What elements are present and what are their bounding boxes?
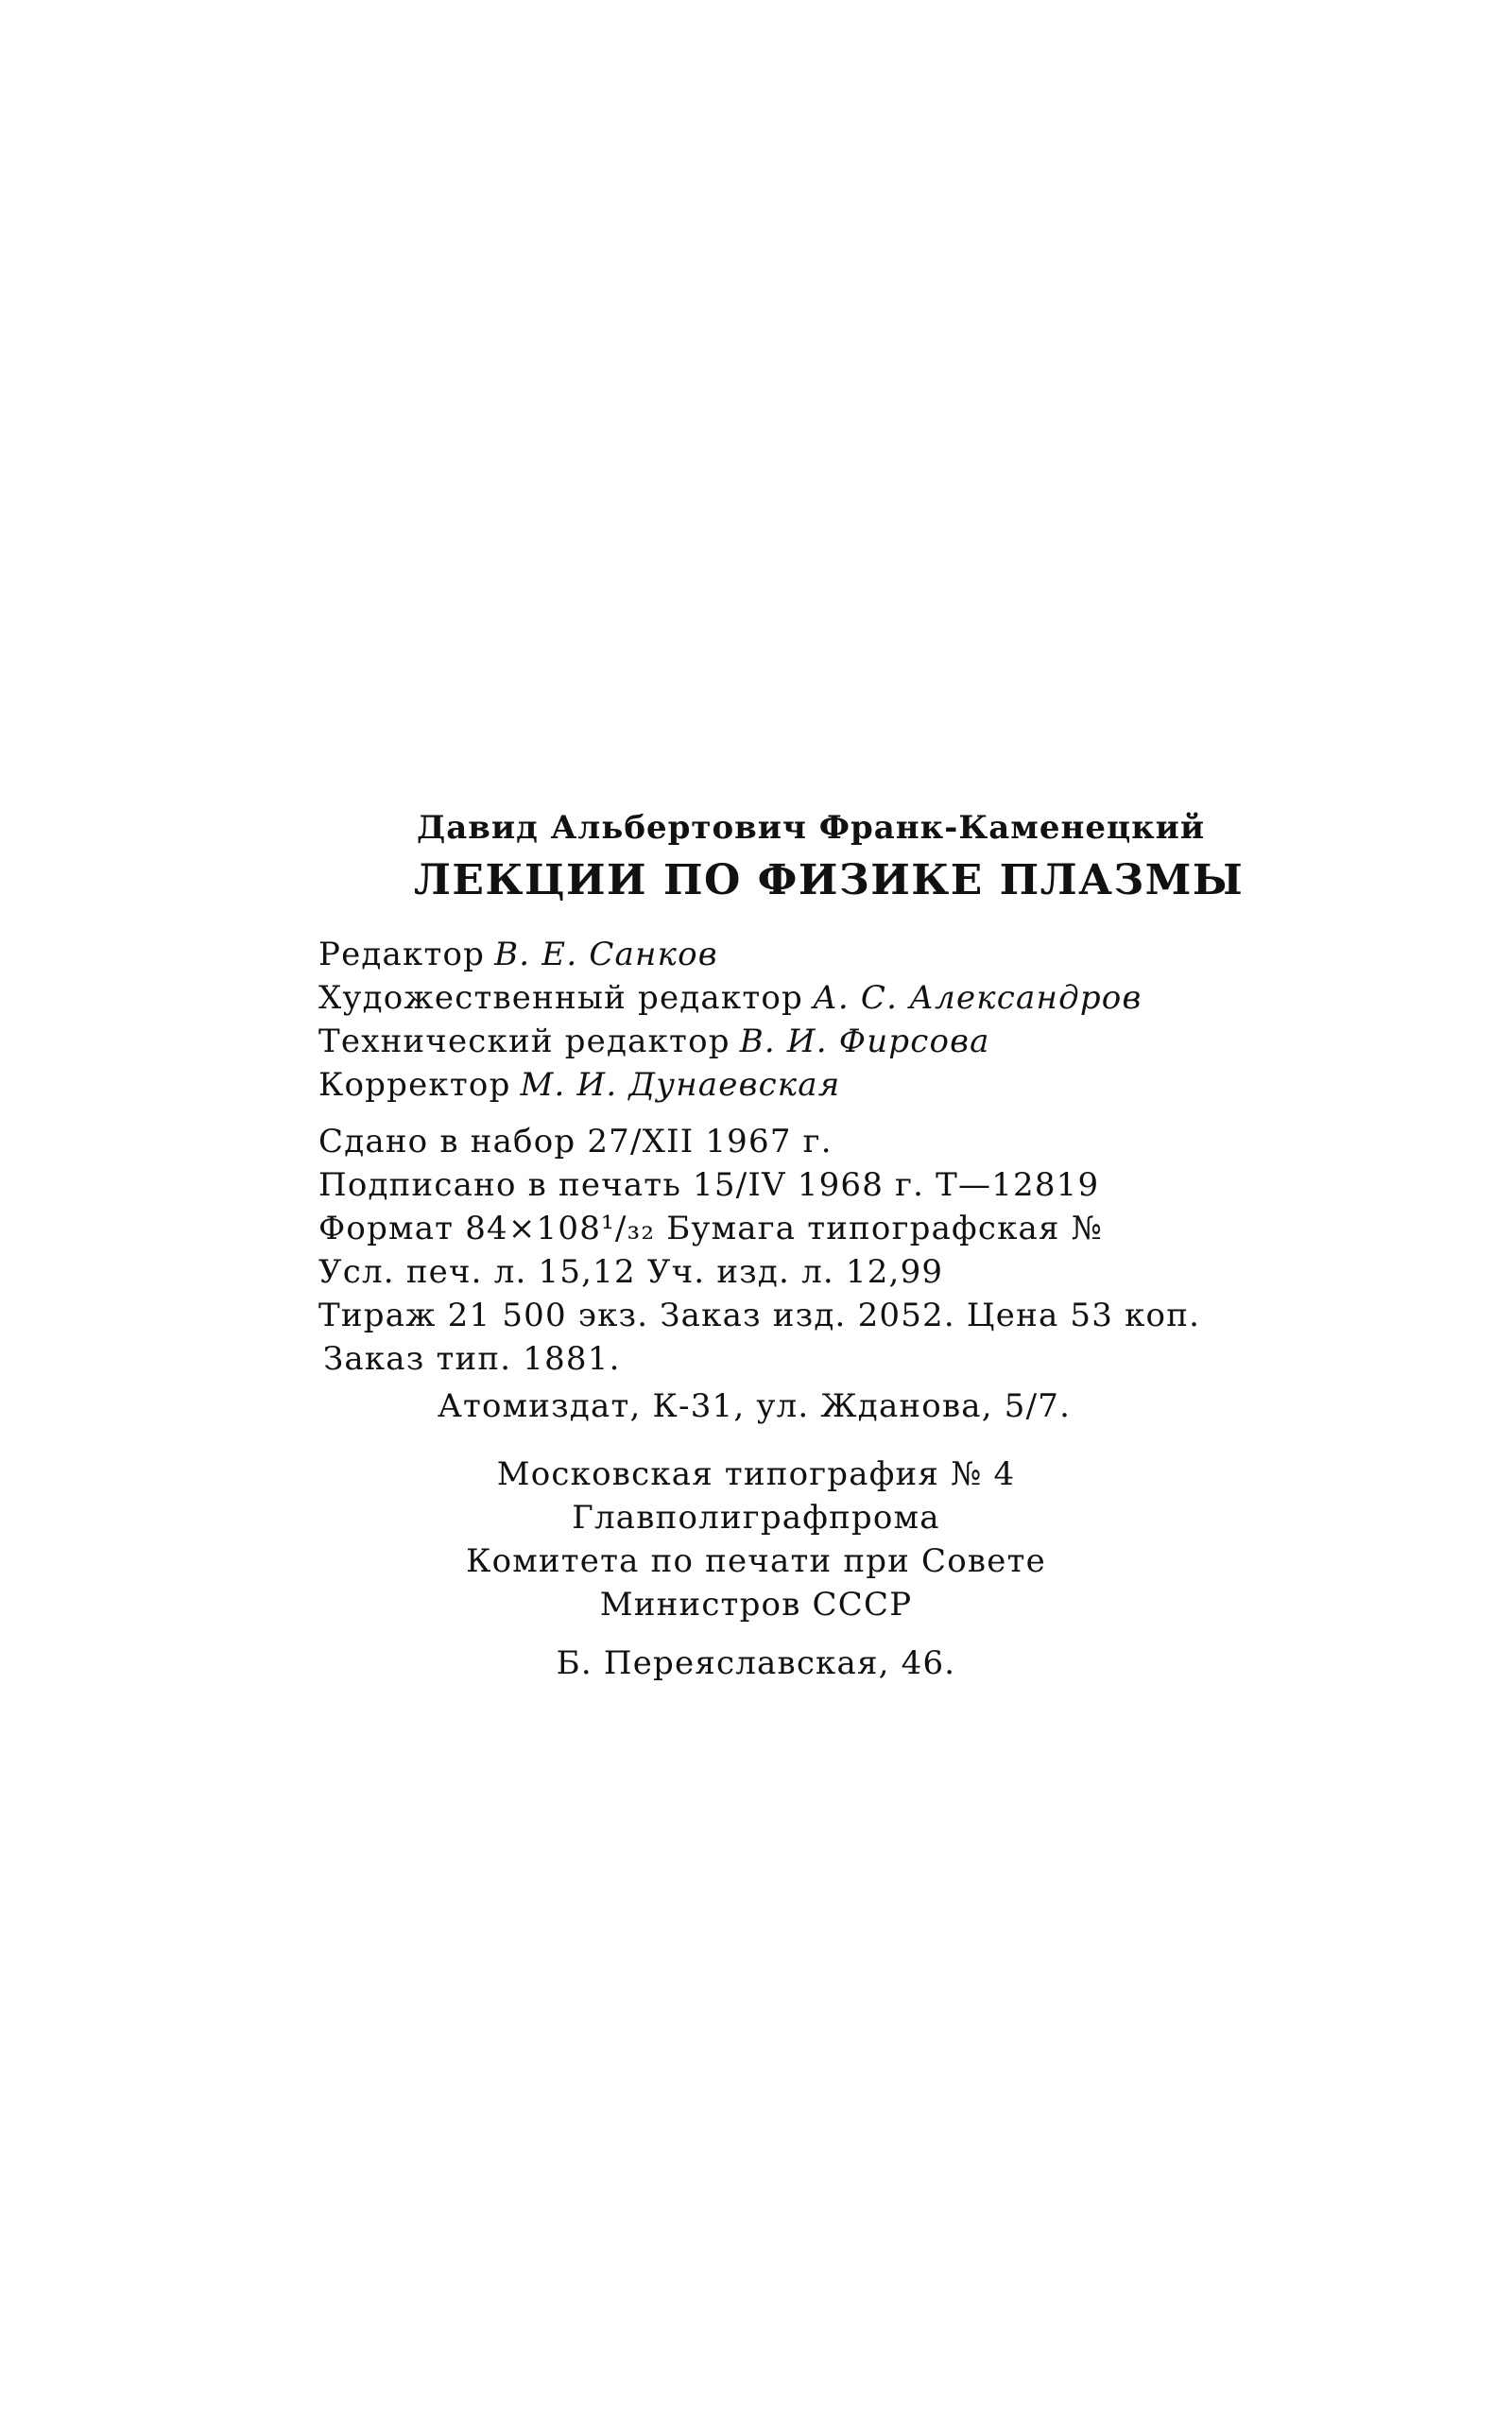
printer-address: Б. Переяславская, 46.: [556, 1644, 956, 1682]
printer-line: Главполиграфпрома: [572, 1499, 940, 1537]
credit-role: Редактор: [318, 936, 486, 973]
printer-line: Комитета по печати при Совете: [466, 1542, 1046, 1580]
author-name: Давид Альбертович Франк-Каменецкий: [417, 809, 1206, 847]
credit-art-editor: [318, 979, 1142, 1017]
printer-line: Министров СССР: [599, 1586, 913, 1624]
credit-proofreader: [318, 1066, 841, 1104]
production-line: Подписано в печать 15/IV 1968 г. Т—12819: [318, 1166, 1100, 1204]
credit-person: М. И. Дунаевская: [520, 1066, 841, 1104]
credit-role: Корректор: [318, 1066, 511, 1104]
production-line: Формат 84×108¹/₃₂ Бумага типографская №: [318, 1210, 1104, 1247]
credit-person: А. С. Александров: [812, 979, 1143, 1017]
printer-line: Московская типография № 4: [496, 1455, 1016, 1493]
credit-editor: [318, 936, 718, 973]
credit-role: Художественный редактор: [318, 979, 803, 1017]
credit-tech-editor: [318, 1023, 990, 1060]
credit-role: Технический редактор: [318, 1023, 730, 1060]
production-line: Тираж 21 500 экз. Заказ изд. 2052. Цена 53 коп.: [318, 1297, 1201, 1334]
publisher-address: Атомиздат, К-31, ул. Жданова, 5/7.: [438, 1387, 1072, 1425]
credit-person: В. Е. Санков: [494, 936, 718, 973]
book-title: ЛЕКЦИИ ПО ФИЗИКЕ ПЛАЗМЫ: [414, 856, 1245, 904]
production-line: Усл. печ. л. 15,12 Уч. изд. л. 12,99: [318, 1253, 944, 1291]
production-line: Сдано в набор 27/XII 1967 г.: [318, 1123, 833, 1160]
credit-person: В. И. Фирсова: [739, 1023, 990, 1060]
production-line: Заказ тип. 1881.: [323, 1340, 621, 1378]
